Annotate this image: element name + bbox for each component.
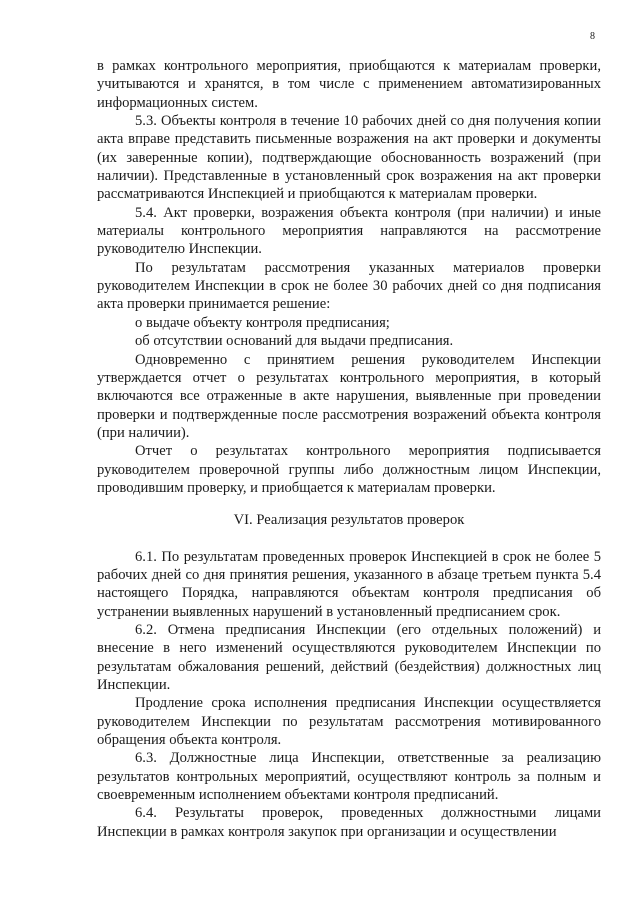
paragraph-report-signing: Отчет о результатах контрольного мероприятия подписывается руководителем проверочной группы либо должностным лицом Инспекции, проводившим проверку, и приобщается к материалам проверки. <box>97 443 601 496</box>
paragraph-decision-option-2: об отсутствии оснований для выдачи предписания. <box>135 333 454 350</box>
paragraph-6-3: 6.3. Должностные лица Инспекции, ответственные за реализацию результатов контрольных мероприятий, осуществляют контроль за полным и своевременным исполнением объектами контроля предписаний. <box>97 750 601 804</box>
paragraph-6-2: 6.2. Отмена предписания Инспекции (его отдельных положений) и внесение в него изменений осуществляются руководителем Инспекции по результатам обжалования решений, действий (бездействия) должностных лиц Инспекции. <box>97 621 601 693</box>
section-heading: VI. Реализация результатов проверок <box>233 512 465 529</box>
paragraph-decision-intro: По результатам рассмотрения указанных материалов проверки руководителем Инспекции в срок не более 30 рабочих дней со дня подписания акта проверки принимается решение: <box>97 259 601 313</box>
paragraph-extension: Продление срока исполнения предписания Инспекции осуществляется руководителем Инспекции по результатам рассмотрения мотивированного обращения объекта контроля. <box>97 695 601 749</box>
paragraph-continuation: в рамках контрольного мероприятия, приобщаются к материалам проверки, учитываются и хранятся, в том числе с применением автоматизированных информационных систем. <box>97 58 601 111</box>
paragraph-5-4: 5.4. Акт проверки, возражения объекта контроля (при наличии) и иные материалы контрольного мероприятия направляются на рассмотрение руководителю Инспекции. <box>97 204 601 258</box>
paragraph-decision-option-1: о выдаче объекту контроля предписания; <box>135 314 390 331</box>
paragraph-6-1: 6.1. По результатам проведенных проверок Инспекцией в срок не более 5 рабочих дней со дня принятия решения, указанного в абзаце третьем пункта 5.4 настоящего Порядка, направляются объектам контроля предписания об устранении выявленных нарушений в установленный предписанием срок. <box>97 548 601 620</box>
paragraph-6-4: 6.4. Результаты проверок, проведенных должностными лицами Инспекции в рамках контроля закупок при организации и осуществлении <box>97 805 601 840</box>
paragraph-5-3: 5.3. Объекты контроля в течение 10 рабочих дней со дня получения копии акта вправе представить письменные возражения на акт проверки и документы (их заверенные копии), подтверждающие обоснованность возражений (при наличии). Представленные в установленный срок возражения на акт проверки рассматриваются Инспекцией и приобщаются к материалам проверки. <box>97 113 601 203</box>
paragraph-report-approval: Одновременно с принятием решения руководителем Инспекции утверждается отчет о результатах контрольного мероприятия, в который включаются все отраженные в акте нарушения, выявленные при проведении проверки и подтвержденные после рассмотрения возражений объекта контроля (при наличии). <box>97 351 601 441</box>
document-body <box>97 57 601 841</box>
page-number: 8 <box>590 31 595 42</box>
